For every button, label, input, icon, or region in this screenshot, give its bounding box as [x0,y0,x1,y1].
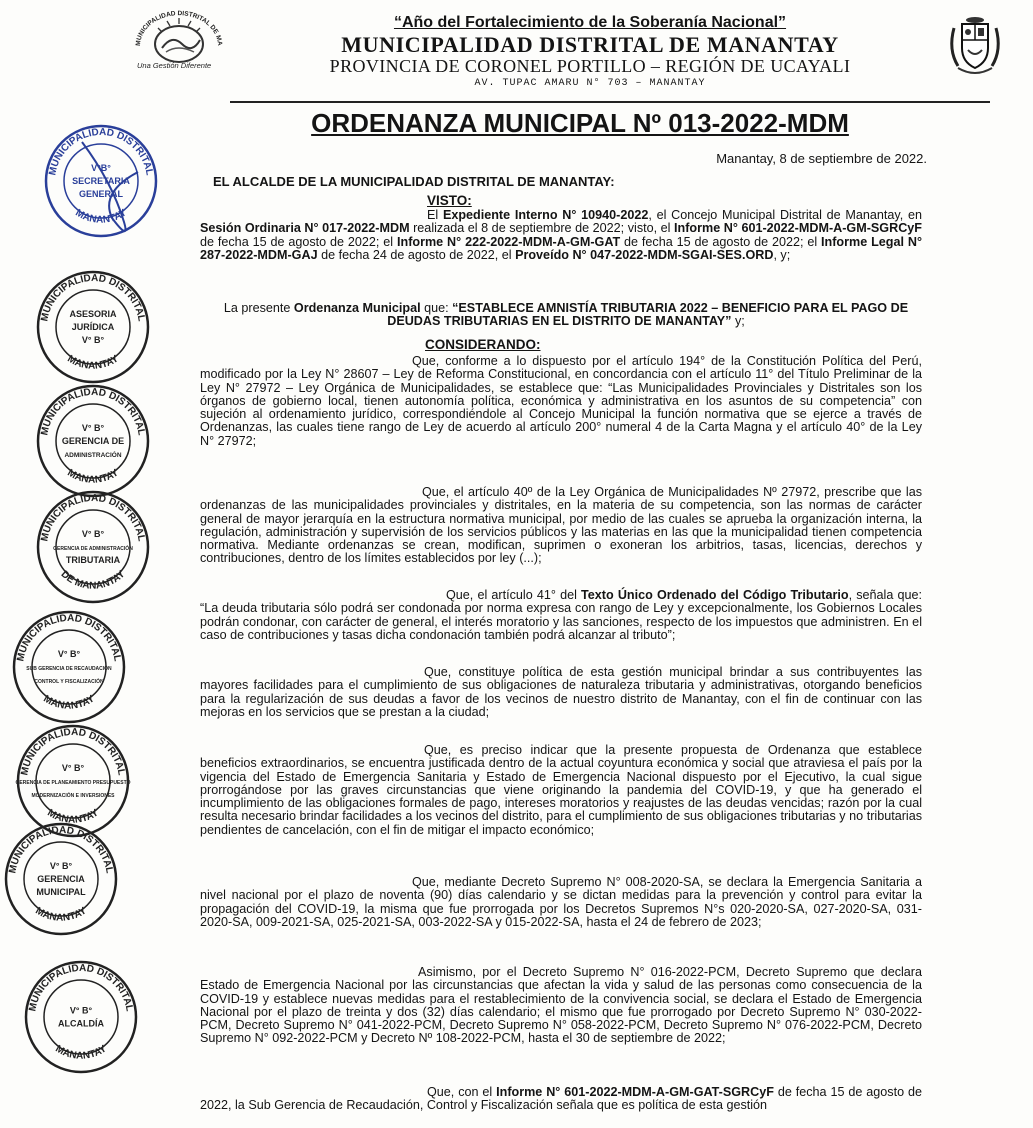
stamp-4 [34,488,152,611]
stamp-8 [22,958,140,1081]
considerando-7: Asimismo, por el Decreto Supremo N° 016-2022-PCM, Decreto Supremo que declara Estado de Emergencia Nacional por las circunstancias que afectan la vida y salud de las personas como consecuencia de la COVID-19 y establece nuevas medidas para el restablecimiento de la convivencia social, se declara el Estado de Emergencia Nacional por el plazo de treinta y dos (32) días calendario; el mismo que fue prorrogado por Decreto Supremo N° 030-2022-PCM, Decreto Supremo N° 041-2022-PCM, Decreto Supremo N° 058-2022-PCM, Decreto Supremo N° 076-2022-PCM, Decreto Supremo N° 092-2022-PCM y Decreto Nº 108-2022-PCM, hasta el 30 de septiembre de 2022; [200,965,922,1046]
stamp-top-text: MUNICIPALIDAD DISTRITAL [39,492,147,543]
considerando-6: Que, mediante Decreto Supremo N° 008-2020-SA, se declara la Emergencia Sanitaria a nivel nacional por el plazo de noventa (90) días calendario y se dictan medidas para la prevención y control para evitar la propagación del COVID-19, la misma que fue prorrogada por los Decretos Supremos N°s 020-2020-SA, 027-2020-SA, 031-2020-SA, 009-2021-SA, 025-2021-SA, 003-2022-SA y 015-2022-SA, hasta el 24 de febrero de 2023; [200,875,922,929]
considerando-5: Que, es preciso indicar que la presente propuesta de Ordenanza que establece beneficios extraordinarios, se encuentra justificada dentro de la actual coyuntura económica y social que atraviesa el país por la vigencia del Estado de Emergencia Sanitaria y Estado de Emergencia Nacional dispuesto por el Ejecutivo, la cual sigue prorrogándose por las graves circunstancias que viene originando la pandemia del COVID-19, y que ha generado el incumplimiento de las obligaciones formales de pago, intereses moratorios y reajustes de las deudas vencidas; razón por la cual resulta necesario brindar facilidades a los vecinos del distrito, para el cumplimiento de sus obligaciones tributarias y no tributarias pendientes de cancelación, con el fin de mitigar el impacto económico; [200,743,922,837]
stamp-line: V°B° [91,163,111,173]
document-date: Manantay, 8 de septiembre de 2022. [716,151,927,166]
stamp-top-text: MUNICIPALIDAD DISTRITAL [39,386,147,437]
considerando-1: Que, conforme a lo dispuesto por el artículo 194° de la Constitución Política del Perú, modificado por la Ley N° 28607 – Ley de Reforma Constitucional, en concordancia con el artículo 11° del Título Preliminar de la Ley N° 27972 – Ley Orgánica de Municipalidades, se establece que: “Las Municipalidades Provinciales y Distritales son los órganos de gobierno local, tienen autonomía política, económica y administrativa en los asuntos de su competencia” con sujeción al ordenamiento jurídico, correspondiéndole al Concejo Municipal la función normativa que se ejerce a través de Ordenanzas, las cuales tiene rango de Ley de acuerdo al artículo 200° numeral 4 de la Carta Magna y el artículo 40° de la Ley N° 27972; [200,354,922,448]
stamp-line: SUB GERENCIA DE RECAUDACIÓN [26,666,112,672]
stamp-line: V° B° [69,1005,93,1016]
header-divider [230,101,990,103]
considerando-heading: CONSIDERANDO: [425,337,541,352]
stamp-line: GERENCIA DE PLANEAMIENTO PRESUPUESTO [15,780,131,786]
stamp-bottom-text: MANANTAY [73,207,129,226]
visto-heading: VISTO: [427,193,472,208]
visto-paragraph: El Expediente Interno N° 10940-2022, el Concejo Municipal Distrital de Manantay, en Sesión Ordinaria N° 017-2022-MDM realizada el 8 de septiembre de 2022; visto, el Informe N° 601-2022-MDM-A-GM-SGRCyF de fecha 15 de agosto de 2022; el Informe N° 222-2022-MDM-A-GM-GAT de fecha 15 de agosto de 2022; el Informe Legal N° 287-2022-MDM-GAJ de fecha 24 de agosto de 2022, el Proveído N° 047-2022-MDM-SGAI-SES.ORD, y; [200,208,923,262]
logo-slogan: Una Gestión Diferente [137,61,212,70]
stamp-line: ADMINISTRACIÓN [64,452,122,459]
stamp-top-text: MUNICIPALIDAD DISTRITAL [27,962,135,1013]
municipal-logo [122,4,232,75]
svg-text:MANANTAY [65,467,121,485]
stamp-line: CONTROL Y FISCALIZACIÓN [34,679,104,685]
ordinance-title: ORDENANZA MUNICIPAL Nº 013-2022-MDM [311,108,849,138]
svg-text:MANANTAY [33,905,89,923]
stamp-line: JURÍDICA [71,322,115,332]
stamp-top-text: MUNICIPALIDAD DISTRITAL [39,272,147,323]
stamp-bottom-text: MANANTAY [65,467,121,486]
stamp-bottom-text: MANANTAY [33,905,89,924]
stamp-line: ALCALDÍA [58,1018,104,1029]
considerando-2: Que, el artículo 40º de la Ley Orgánica de Municipalidades Nº 27972, prescribe que las ordenanzas de las municipalidades provinciales y distritales, en la materia de su competencia, son las normas de carácter general de mayor jerarquía en la estructura normativa municipal, por medio de las cuales se aprueba la organización interna, la regulación, administración y supervisión de los servicios públicos y las materias en las que la municipalidad tienen competencia normativa. Mediante ordenanzas se crean, modifican, suprimen o exoneran los arbitrios, tasas, licencias, derechos y contribuciones, dentro de los límites establecidos por ley (...); [200,485,922,566]
stamp-line: GERENCIA DE ADMINISTRACIÓN [53,546,133,552]
logo-ring-text: MUNICIPALIDAD DISTRITAL DE MA [134,10,224,47]
considerando-3: Que, el artículo 41° del Texto Único Ordenado del Código Tributario, señala que: “La deuda tributaria sólo podrá ser condonada por norma expresa con rango de Ley y excepcionalmente, los Gobiernos Locales podrán condonar, con carácter de general, el interés moratorio y las sanciones, respecto de los impuestos que administren. En el caso de contribuciones y tasas dicha condonación también podrá alcanzar al tributo”; [200,588,922,642]
considerando-8: Que, con el Informe N° 601-2022-MDM-A-GM-GAT-SGRCyF de fecha 15 de agosto de 2022, la Sub Gerencia de Recaudación, Control y Fiscalización señala que es política de esta gestión [200,1085,922,1113]
stamp-2 [34,268,152,391]
stamp-top-text: MUNICIPALIDAD DISTRITAL [47,126,155,177]
stamp-line: V° B° [61,763,85,773]
stamp-bottom-text: DE MANANTAY [58,568,128,592]
stamp-line: SECRETARIA [72,176,130,186]
considerando-4: Que, constituye política de esta gestión municipal brindar a sus contribuyentes las mayores facilidades para el cumplimiento de sus obligaciones de naturaleza tributaria y administrativas, otorgando beneficios para la regularización de sus deudas a favor de los vecinos de nuestro distrito de Manantay, con el fin de continuar con las mejoras en los servicios que se prestan a la ciudad; [200,665,922,719]
stamp-line: V° B° [81,423,105,433]
svg-text:MANANTAY [41,693,97,711]
stamp-line: V° B° [81,335,105,345]
stamp-line: ASESORIA [69,309,117,319]
stamp-1 [42,122,160,245]
stamp-line: TRIBUTARIA [65,555,121,565]
stamp-line: V° B° [57,649,81,659]
issuer-line: EL ALCALDE DE LA MUNICIPALIDAD DISTRITAL DE MANANTAY: [213,174,615,189]
stamp-line: MODERNIZACIÓN E INVERSIONES [31,793,115,799]
svg-text:MANANTAY [65,353,121,371]
stamp-line: GERENCIA [37,874,85,884]
province-region: PROVINCIA DE CORONEL PORTILLO – REGIÓN DE UCAYALI [329,56,851,76]
year-motto: “Año del Fortalecimiento de la Soberanía Nacional” [393,14,787,31]
stamp-bottom-text: MANANTAY [45,807,101,826]
svg-text:DE MANANTAY [59,569,128,592]
stamp-7 [2,820,120,943]
stamp-line: GERENCIA DE [61,436,125,446]
stamp-top-text: MUNICIPALIDAD DISTRITAL [15,612,123,663]
stamp-3 [34,382,152,505]
peru-coat-of-arms [946,14,1004,85]
stamp-bottom-text: MANANTAY [53,1043,109,1062]
municipality-name: MUNICIPALIDAD DISTRITAL DE MANANTAY [341,32,839,57]
stamp-line: MUNICIPAL [36,887,86,897]
stamp-line: GENERAL [78,189,124,199]
stamp-top-text: MUNICIPALIDAD DISTRITAL [7,824,115,875]
stamp-line: V° B° [49,861,73,871]
address: AV. TUPAC AMARU N° 703 – MANANTAY [474,78,706,89]
svg-text:MANANTAY [53,1043,109,1061]
stamp-top-text: MUNICIPALIDAD DISTRITAL [19,726,127,777]
stamp-bottom-text: MANANTAY [41,693,97,712]
stamp-line: V° B° [81,529,105,539]
stamp-5 [10,608,128,731]
stamp-bottom-text: MANANTAY [65,353,121,372]
presente-paragraph: La presente Ordenanza Municipal que: “ESTABLECE AMNISTÍA TRIBUTARIA 2022 – BENEFICIO PARA EL PAGO DE DEUDAS TRIBUTARIAS EN EL DISTRITO DE MANANTAY” y; [223,301,909,329]
